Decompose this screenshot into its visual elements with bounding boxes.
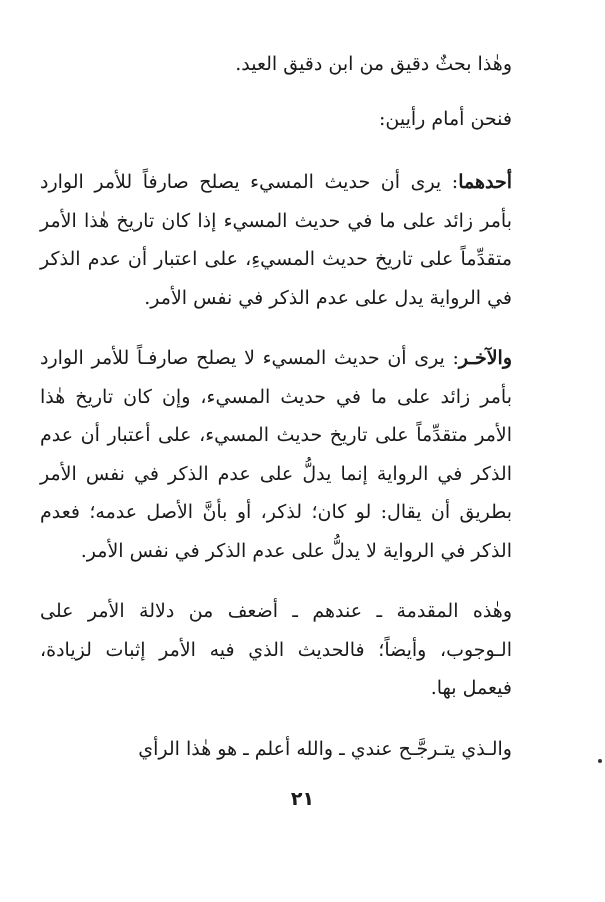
margin-mark	[598, 759, 602, 763]
page-number: ٢١	[290, 788, 315, 810]
first-view-text: : يرى أن حديث المسيء يصلح صارفاً للأمر الوارد بأمر زائد على ما في حديث المسيء إذا كان تاريخ هٰذا الأمر متقدِّماً على تاريخ حديث المسيءِ، على اعتبار أن عدم الذكر في الرواية يدل على عدم الذكر في نفس الأمر.	[40, 171, 512, 309]
paragraph-first-view	[40, 163, 512, 317]
second-view-label: والآخـر	[458, 347, 512, 369]
paragraph-preferred-view: والـذي يتـرجَّـح عندي ـ والله أعلم ـ هو هٰذا الرأي	[138, 737, 512, 760]
second-view-text: : يرى أن حديث المسيء لا يصلح صارفـاً للأمر الوارد بأمر زائد على ما في حديث المسيء، وإن كان تاريخ هٰذا الأمر متقدِّماً على تاريخ حديث المسيء، على أعتبار أن عدم الذكر في الرواية إنما يدلُّ على عدم الذكر في نفس الأمر بطريق أن يقال: لو كان؛ لذكر، أو بأنَّ الأصل عدمه؛ فعدم الذكر في الرواية لا يدلُّ على عدم الذكر في نفس الأمر.	[40, 347, 512, 562]
paragraph-two-views: فنحن أمام رأيين:	[379, 107, 512, 130]
paragraph-premise: وهٰذه المقدمة ـ عندهم ـ أضعف من دلالة الأمر على الـوجوب، وأيضاً؛ فالحديث الذي فيه الأمر إثبات لزيادة، فيعمل بها.	[40, 600, 512, 699]
paragraph-second-view	[40, 339, 512, 570]
first-view-label: أحدهما	[458, 171, 512, 193]
document-body	[40, 45, 512, 768]
paragraph-intro: وهٰذا بحثٌ دقيق من ابن دقيق العيد.	[235, 53, 512, 75]
